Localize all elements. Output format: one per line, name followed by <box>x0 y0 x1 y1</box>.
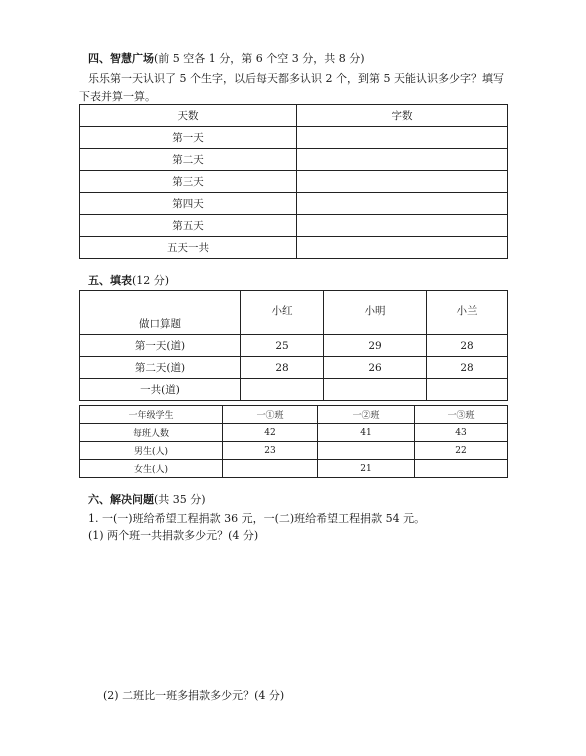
answer-cell[interactable] <box>223 460 318 478</box>
days-characters-table <box>79 104 508 259</box>
cell-value: 28 <box>427 335 508 357</box>
table-row <box>80 127 508 149</box>
answer-space-1b[interactable] <box>88 705 508 750</box>
section-6-note: (共 35 分) <box>154 493 206 506</box>
cell-value: 29 <box>324 335 427 357</box>
class-students-table <box>79 405 508 478</box>
table-row <box>80 379 508 401</box>
table-row <box>80 171 508 193</box>
answer-cell[interactable] <box>324 379 427 401</box>
section-4-problem-line-1: 乐乐第一天认识了 5 个生字，以后每天都多认识 2 个，到第 5 天能认识多少字？填写 <box>88 72 504 85</box>
header-class-2: 一②班 <box>318 406 415 424</box>
section-4-heading: 四、智慧广场 <box>88 52 154 65</box>
section-4-note: (前 5 空各 1 分，第 6 个空 3 分，共 8 分) <box>154 52 365 65</box>
answer-space-1a[interactable] <box>88 545 508 675</box>
answer-cell[interactable] <box>297 193 508 215</box>
row-label: 第三天 <box>80 171 297 193</box>
cell-value: 28 <box>241 357 324 379</box>
oral-math-table <box>79 290 508 401</box>
section-6-title <box>88 491 206 507</box>
table-row <box>80 215 508 237</box>
table-row <box>80 460 508 478</box>
cell-value: 41 <box>318 424 415 442</box>
row-label: 每班人数 <box>80 424 223 442</box>
section-5-note: (12 分) <box>132 274 170 287</box>
question-1: 1. 一(一)班给希望工程捐款 36 元，一(二)班给希望工程捐款 54 元。 <box>88 512 426 525</box>
cell-value: 26 <box>324 357 427 379</box>
table-row <box>80 237 508 259</box>
section-4-problem-line-2: 下表并算一算。 <box>79 90 156 103</box>
row-label: 第四天 <box>80 193 297 215</box>
table-row <box>80 442 508 460</box>
section-5-heading: 五、填表 <box>88 274 132 287</box>
header-characters: 字数 <box>297 105 508 127</box>
answer-cell[interactable] <box>415 460 508 478</box>
table-header-row <box>80 406 508 424</box>
cell-value: 21 <box>318 460 415 478</box>
question-1a: (1) 两个班一共捐款多少元？(4 分) <box>88 529 259 542</box>
section-5-title <box>88 272 169 288</box>
cell-value: 42 <box>223 424 318 442</box>
table-header-row <box>80 291 508 335</box>
answer-cell[interactable] <box>297 237 508 259</box>
answer-cell[interactable] <box>297 171 508 193</box>
cell-value: 28 <box>427 357 508 379</box>
section-4-title <box>88 50 365 66</box>
answer-cell[interactable] <box>241 379 324 401</box>
table-row <box>80 193 508 215</box>
row-label: 第二天 <box>80 149 297 171</box>
table-header-row <box>80 105 508 127</box>
table-row <box>80 424 508 442</box>
row-label: 男生(人) <box>80 442 223 460</box>
row-label: 第一天(道) <box>80 335 241 357</box>
row-label: 第一天 <box>80 127 297 149</box>
header-class-1: 一①班 <box>223 406 318 424</box>
table-row <box>80 335 508 357</box>
row-label: 五天一共 <box>80 237 297 259</box>
cell-value: 22 <box>415 442 508 460</box>
answer-cell[interactable] <box>297 215 508 237</box>
question-1b: (2) 二班比一班多捐款多少元？(4 分) <box>103 689 285 702</box>
answer-cell[interactable] <box>297 149 508 171</box>
cell-value: 25 <box>241 335 324 357</box>
answer-cell[interactable] <box>297 127 508 149</box>
header-grade: 一年级学生 <box>80 406 223 424</box>
row-label: 第二天(道) <box>80 357 241 379</box>
row-label: 第五天 <box>80 215 297 237</box>
cell-value: 43 <box>415 424 508 442</box>
answer-cell[interactable] <box>427 379 508 401</box>
corner-cell: 做口算题 <box>80 291 241 335</box>
header-days: 天数 <box>80 105 297 127</box>
table-row <box>80 149 508 171</box>
header-class-3: 一③班 <box>415 406 508 424</box>
section-6-heading: 六、解决问题 <box>88 493 154 506</box>
row-label: 一共(道) <box>80 379 241 401</box>
row-label: 女生(人) <box>80 460 223 478</box>
column-xiaolan: 小兰 <box>427 291 508 335</box>
table-row <box>80 357 508 379</box>
answer-cell[interactable] <box>318 442 415 460</box>
column-xiaoming: 小明 <box>324 291 427 335</box>
column-xiaohong: 小红 <box>241 291 324 335</box>
cell-value: 23 <box>223 442 318 460</box>
